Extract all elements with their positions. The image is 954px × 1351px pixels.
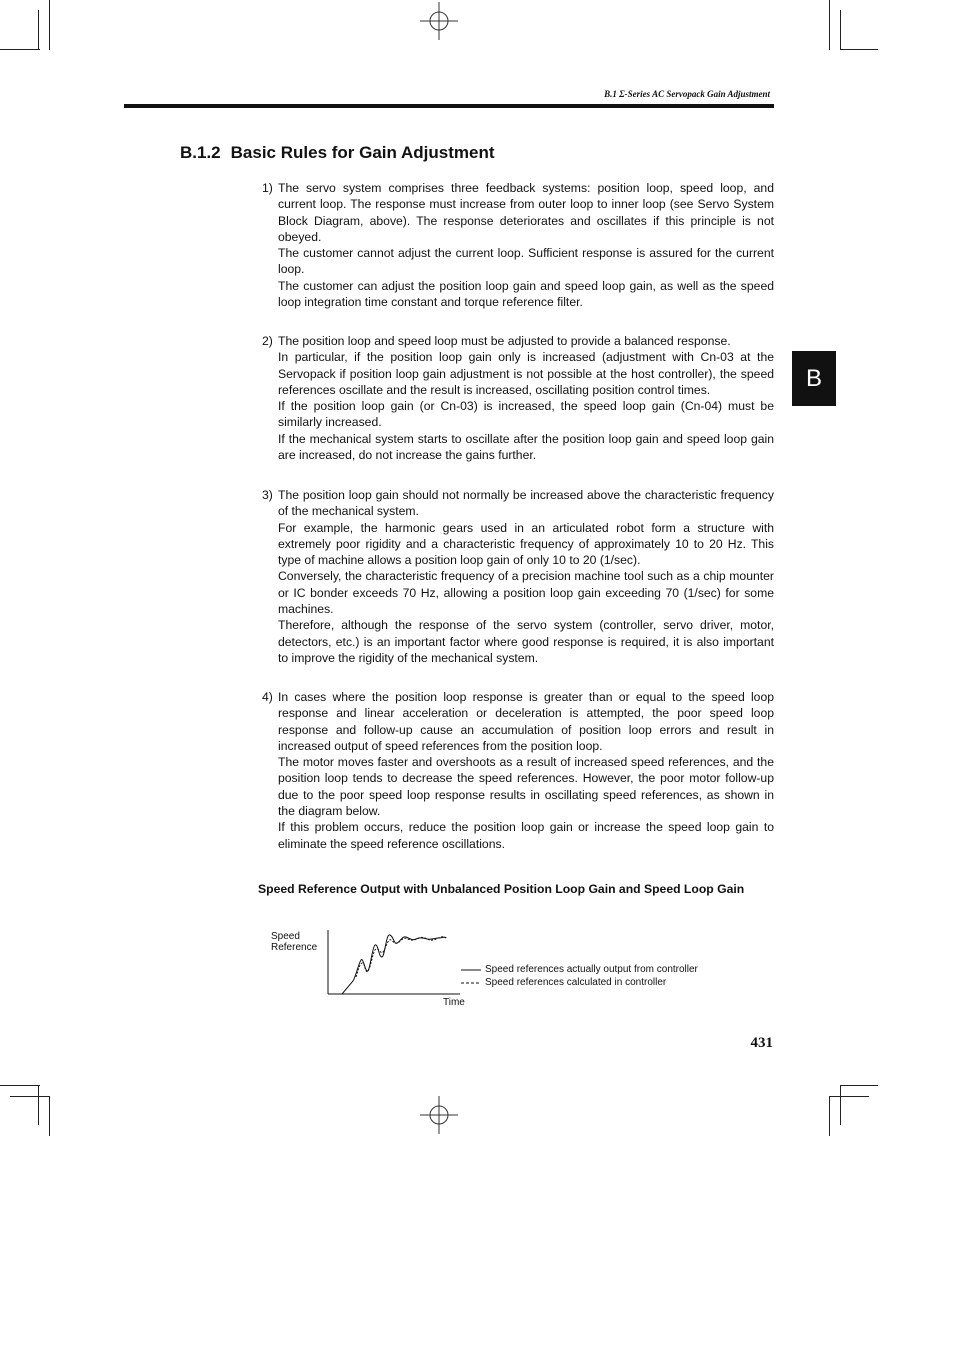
item-paragraph: If the position loop gain (or Cn-03) is increased, the speed loop gain (Cn-04) must be similarly increased.	[278, 399, 774, 430]
section-number: B.1.2	[180, 143, 221, 162]
crop-mark	[829, 1096, 830, 1136]
crop-mark	[49, 1096, 50, 1136]
item-number: 3)	[262, 488, 273, 502]
item-number: 4)	[262, 690, 273, 704]
crop-mark	[0, 1085, 40, 1086]
item-paragraph: In cases where the position loop response is greater than or equal to the speed loop response and linear acceleration or deceleration is attempted, the poor speed loop response and follow-up cause an accumulation of position loop errors and result in increased output of speed references from the position loop.	[278, 690, 774, 753]
item-paragraph: Conversely, the characteristic frequency of a precision machine tool such as a chip mounter or IC bonder exceeds 70 Hz, allowing a position loop gain exceeding 70 (1/sec) for some machines.	[278, 569, 774, 617]
x-axis-label: Time	[443, 997, 465, 1008]
crop-mark	[0, 49, 40, 50]
item-paragraph: The customer cannot adjust the current loop. Sufficient response is assured for the current loop.	[278, 246, 774, 277]
registration-mark-top	[420, 2, 460, 42]
item-paragraph: Therefore, although the response of the servo system (controller, servo driver, motor, detectors, etc.) is an important factor where good response is required, it is also important to improve the rigidity of the mechanical system.	[278, 618, 774, 665]
speed-reference-diagram	[320, 925, 465, 1000]
legend-solid-label: Speed references actually output from controller	[485, 964, 698, 975]
list-item	[262, 689, 774, 852]
crop-mark	[49, 0, 50, 50]
legend-dashed-swatch	[461, 979, 483, 987]
item-paragraph: The motor moves faster and overshoots as a result of increased speed references, and the position loop tends to decrease the speed references. However, the poor motor follow-up due to the poor speed loop response results in oscillating speed references, as shown in the diagram below.	[278, 755, 774, 819]
list-item	[262, 333, 774, 463]
header-rule	[124, 104, 774, 108]
page-number: 431	[750, 1035, 773, 1051]
item-paragraph: The position loop gain should not normally be increased above the characteristic frequency of the mechanical system.	[278, 488, 774, 519]
y-axis-label-line: Speed	[271, 931, 300, 942]
crop-mark	[38, 10, 39, 50]
crop-mark	[840, 49, 878, 50]
y-axis-label-line: Reference	[271, 942, 318, 953]
appendix-tab: B	[792, 351, 836, 406]
crop-mark	[38, 1085, 39, 1125]
item-number: 1)	[262, 181, 273, 195]
list-item	[262, 487, 774, 666]
item-paragraph: If this problem occurs, reduce the position loop gain or increase the speed loop gain to eliminate the speed reference oscillations.	[278, 820, 774, 851]
crop-mark	[829, 1096, 869, 1097]
running-header: B.1 Σ-Series AC Servopack Gain Adjustment	[604, 89, 770, 99]
calculated-speed-curve	[356, 937, 446, 977]
item-number: 2)	[262, 334, 273, 348]
crop-mark	[840, 10, 841, 50]
crop-mark	[829, 0, 830, 50]
section-title	[180, 143, 495, 163]
figure-title: Speed Reference Output with Unbalanced Position Loop Gain and Speed Loop Gain	[258, 882, 745, 896]
item-paragraph: For example, the harmonic gears used in an articulated robot form a structure with extremely poor rigidity and a characteristic frequency of approximately 10 to 20 Hz. This type of machine allows a position loop gain of only 10 to 20 (1/sec).	[278, 520, 774, 568]
list-item	[262, 180, 774, 310]
crop-mark	[10, 1096, 50, 1097]
item-paragraph: The customer can adjust the position loop gain and speed loop gain, as well as the speed loop integration time constant and torque reference filter.	[278, 278, 774, 310]
actual-speed-curve	[342, 935, 446, 994]
crop-mark	[840, 1085, 878, 1086]
registration-mark-bottom	[420, 1096, 460, 1136]
item-paragraph: The servo system comprises three feedback systems: position loop, speed loop, and current loop. The response must increase from outer loop to inner loop (see Servo System Block Diagram, above). The response deteriorates and oscillates if this principle is not obeyed.	[278, 181, 774, 244]
item-paragraph: The position loop and speed loop must be adjusted to provide a balanced response.	[278, 334, 731, 348]
legend-dashed-label: Speed references calculated in controller	[485, 977, 667, 988]
item-paragraph: In particular, if the position loop gain only is increased (adjustment with Cn-03 at the Servopack if position loop gain adjustment is not possible at the host controller), the speed references oscillate and the result is increased, oscillating position control times.	[278, 350, 774, 397]
legend-solid-swatch	[461, 966, 483, 974]
item-paragraph: If the mechanical system starts to oscillate after the position loop gain and speed loop gain are increased, do not increase the gains further.	[278, 431, 774, 463]
crop-mark	[840, 1085, 841, 1125]
section-heading: Basic Rules for Gain Adjustment	[230, 143, 495, 162]
y-axis-label	[271, 931, 317, 953]
